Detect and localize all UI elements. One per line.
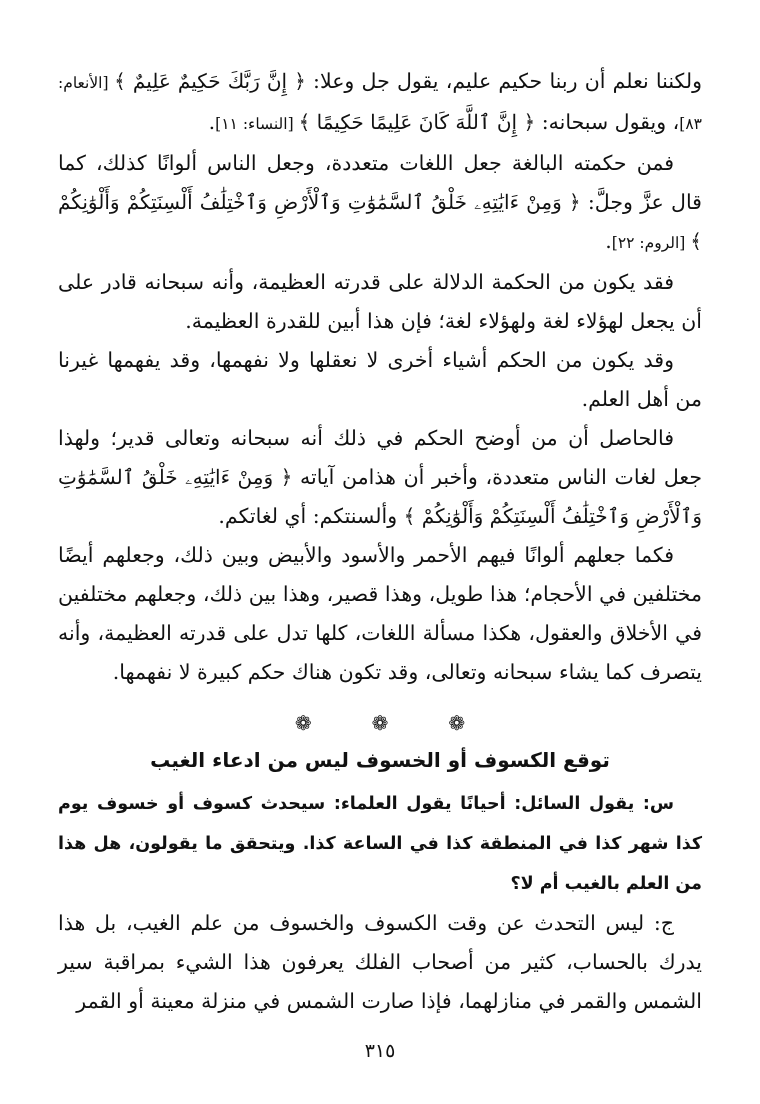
paragraph-text: ، ويقول سبحانه: — [535, 110, 680, 134]
paragraph-3 — [58, 263, 702, 341]
paragraph-1 — [58, 62, 702, 144]
paragraph-text: فقد يكون من الحكمة الدلالة على قدرته العظيمة، وأنه سبحانه قادر على أن يجعل لهؤلاء لغة ولهؤلاء لغة؛ فإن هذا أبين للقدرة العظيمة. — [58, 270, 702, 333]
section-heading: توقع الكسوف أو الخسوف ليس من ادعاء الغيب — [150, 748, 610, 772]
quran-verse: ﴿ وَمِنْ ءَايَٰتِهِۦ خَلْقُ ٱلسَّمَٰوَٰتِ وَٱلْأَرْضِ وَٱخْتِلَٰفُ أَلْسِنَتِكُمْ وَأَلْوَٰنِكُمْ ﴾ — [58, 190, 702, 253]
quran-verse: ﴿ وَمِنْ ءَايَٰتِهِۦ خَلْقُ ٱلسَّمَٰوَٰتِ وَٱلْأَرْضِ وَٱخْتِلَٰفُ أَلْسِنَتِكُمْ وَأَلْوَٰنِكُمْ ﴾ — [58, 465, 702, 528]
star-ornament-icon: ❁ — [294, 711, 312, 735]
quran-verse: ﴿ إِنَّ رَبَّكَ حَكِيمٌ عَلِيمٌ ﴾ — [114, 69, 306, 93]
paragraph-text: ولكننا نعلم أن ربنا حكيم عليم، يقول جل وعلا: — [305, 69, 702, 93]
paragraph-text: وقد يكون من الحكم أشياء أخرى لا نعقلها ولا نفهمها، وقد يفهمها غيرنا من أهل العلم. — [58, 348, 702, 411]
star-ornament-icon: ❁ — [448, 711, 466, 735]
paragraph-text: فالحاصل أن من أوضح الحكم في ذلك أنه سبحانه وتعالى قدير؛ ولهذا جعل لغات الناس متعددة، وأخبر أن هذامن آياته — [58, 426, 702, 489]
paragraph-text: وألسنتكم: أي لغاتكم. — [218, 504, 404, 528]
quran-verse: ﴿ إِنَّ ٱللَّهَ كَانَ عَلِيمًا حَكِيمًا ﴾ — [298, 110, 536, 134]
paragraph-5 — [58, 419, 702, 536]
paragraph-text: . — [605, 229, 612, 253]
paragraph-6 — [58, 536, 702, 692]
paragraph-text: . — [208, 110, 216, 134]
paragraph-text: فمن حكمته البالغة جعل اللغات متعددة، وجعل الناس ألوانًا كذلك، كما قال عزَّ وجلَّ: — [58, 151, 702, 214]
paragraph-4 — [58, 341, 702, 419]
paragraph-text: فكما جعلهم ألوانًا فيهم الأحمر والأسود والأبيض وبين ذلك، وجعلهم أيضًا مختلفين في الأحجام؛ هذا طويل، وهذا قصير، وهذا بين ذلك، وجعلهم مختلفين في الأخلاق والعقول، هكذا مسألة اللغات، كلها تدل على قدرته العظيمة، وأنه يتصرف كما يشاء سبحانه وتعالى، وقد تكون هناك حكم كبيرة لا نفهمها. — [58, 543, 702, 684]
page-number: ٣١٥ — [364, 1040, 396, 1062]
question-text: س: يقول السائل: أحيانًا يقول العلماء: سيحدث كسوف أو خسوف يوم كذا شهر كذا في المنطقة كذا في الساعة كذا. ويتحقق ما يقولون، هل هذا من العلم بالغيب أم لا؟ — [58, 794, 702, 894]
paragraph-2 — [58, 144, 702, 263]
answer-text: ج: ليس التحدث عن وقت الكسوف والخسوف من علم الغيب، بل هذا يدرك بالحساب، كثير من أصحاب الفلك يعرفون هذا الشيء بمراقبة سير الشمس والقمر في منازلهما، فإذا صارت الشمس في منزلة معينة أو القمر — [58, 911, 702, 1013]
verse-reference: [النساء: ١١] — [215, 115, 299, 133]
section-separator — [58, 706, 702, 740]
verse-reference: [الروم: ٢٢] — [611, 234, 691, 252]
verse-reference: [الأنعام: ٨٣] — [58, 74, 702, 133]
star-ornament-icon: ❁ — [371, 711, 389, 735]
